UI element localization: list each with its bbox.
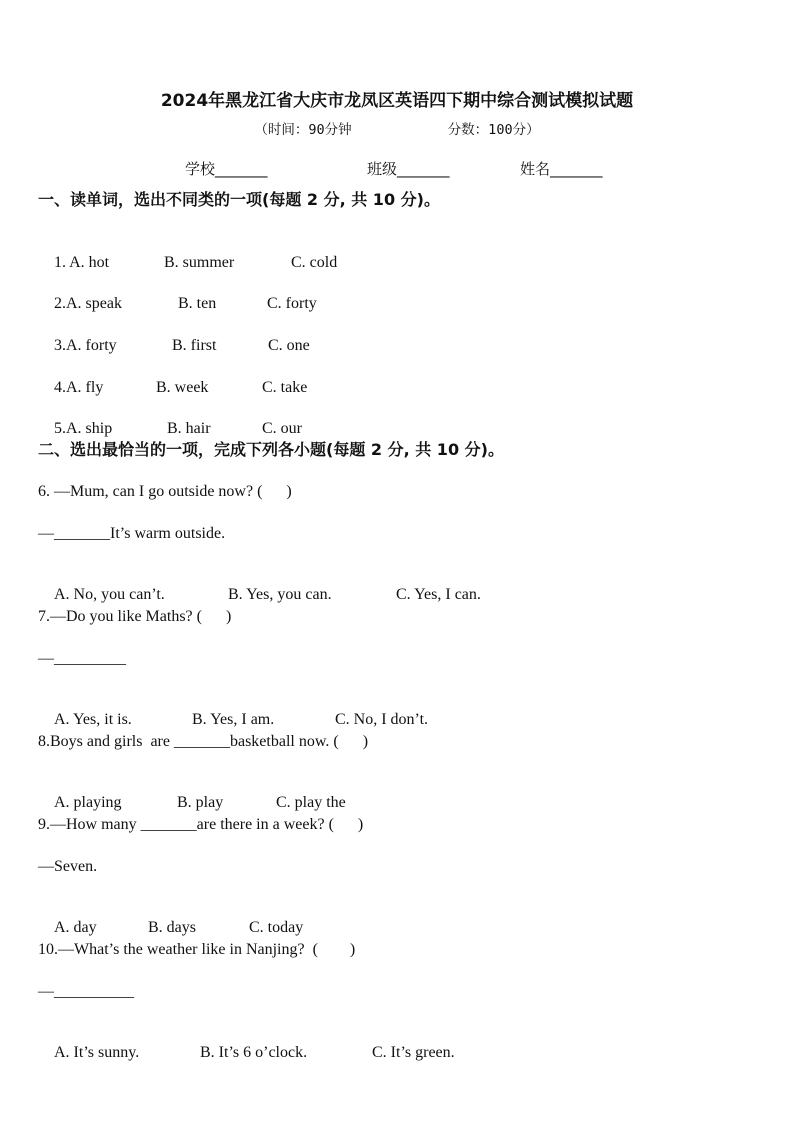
option-b[interactable]: B. play <box>177 794 224 811</box>
option-a[interactable]: 2.A. speak <box>54 295 122 312</box>
option-a[interactable]: A. playing <box>54 794 122 811</box>
option-b[interactable]: B. Yes, I am. <box>192 711 275 728</box>
question-7-stem: 7.—Do you like Maths? ( ) <box>38 608 232 625</box>
option-a[interactable]: 1. A. hot <box>54 254 110 271</box>
option-a[interactable]: 5.A. ship <box>54 420 113 437</box>
page-title: 2024年黑龙江省大庆市龙凤区英语四下期中综合测试模拟试题 <box>160 91 634 111</box>
option-b[interactable]: B. summer <box>164 254 235 271</box>
class-field[interactable]: 班级_______ <box>367 160 450 178</box>
option-b[interactable]: B. It’s 6 o’clock. <box>200 1044 308 1061</box>
option-a[interactable]: A. No, you can’t. <box>54 586 165 603</box>
question-7-answer-blank[interactable]: —_________ <box>38 650 126 667</box>
option-b[interactable]: B. Yes, you can. <box>228 586 332 603</box>
question-10-stem: 10.—What’s the weather like in Nanjing? ( ) <box>38 941 356 958</box>
exam-meta <box>0 118 794 138</box>
question-10-options <box>38 1023 455 1083</box>
option-c[interactable]: C. one <box>268 337 310 354</box>
option-b[interactable]: B. days <box>148 919 196 936</box>
exam-score: 分数：100分） <box>447 122 540 138</box>
option-b[interactable]: B. hair <box>167 420 211 437</box>
question-9-stem: 9.—How many _______are there in a week? ( ) <box>38 816 364 833</box>
school-field[interactable]: 学校_______ <box>185 160 268 178</box>
option-a[interactable]: A. day <box>54 919 97 936</box>
question-10-answer-blank[interactable]: —__________ <box>38 983 134 1000</box>
option-c[interactable]: C. our <box>262 420 302 437</box>
option-c[interactable]: C. today <box>249 919 304 936</box>
section-2-heading: 二、选出最恰当的一项，完成下列各小题(每题 2 分, 共 10 分)。 <box>38 440 504 459</box>
option-c[interactable]: C. It’s green. <box>372 1044 455 1061</box>
option-a[interactable]: 4.A. fly <box>54 379 104 396</box>
question-8-stem: 8.Boys and girls are _______basketball now. ( ) <box>38 733 369 750</box>
name-field[interactable]: 姓名_______ <box>520 160 603 178</box>
exam-time: （时间：90分钟 <box>254 122 352 138</box>
option-a[interactable]: 3.A. forty <box>54 337 117 354</box>
option-a[interactable]: A. Yes, it is. <box>54 711 132 728</box>
option-c[interactable]: C. forty <box>267 295 317 312</box>
option-c[interactable]: C. play the <box>276 794 346 811</box>
option-b[interactable]: B. ten <box>178 295 217 312</box>
option-b[interactable]: B. week <box>156 379 209 396</box>
option-c[interactable]: C. take <box>262 379 308 396</box>
option-b[interactable]: B. first <box>172 337 217 354</box>
question-6-answer-blank[interactable]: —_______It’s warm outside. <box>38 525 226 542</box>
option-c[interactable]: C. No, I don’t. <box>335 711 429 728</box>
option-c[interactable]: C. cold <box>291 254 338 271</box>
section-1-heading: 一、读单词，选出不同类的一项(每题 2 分, 共 10 分)。 <box>38 190 440 209</box>
option-c[interactable]: C. Yes, I can. <box>396 586 481 603</box>
question-9-answer: —Seven. <box>38 858 98 875</box>
option-a[interactable]: A. It’s sunny. <box>54 1044 140 1061</box>
question-6-stem: 6. —Mum, can I go outside now? ( ) <box>38 483 292 500</box>
